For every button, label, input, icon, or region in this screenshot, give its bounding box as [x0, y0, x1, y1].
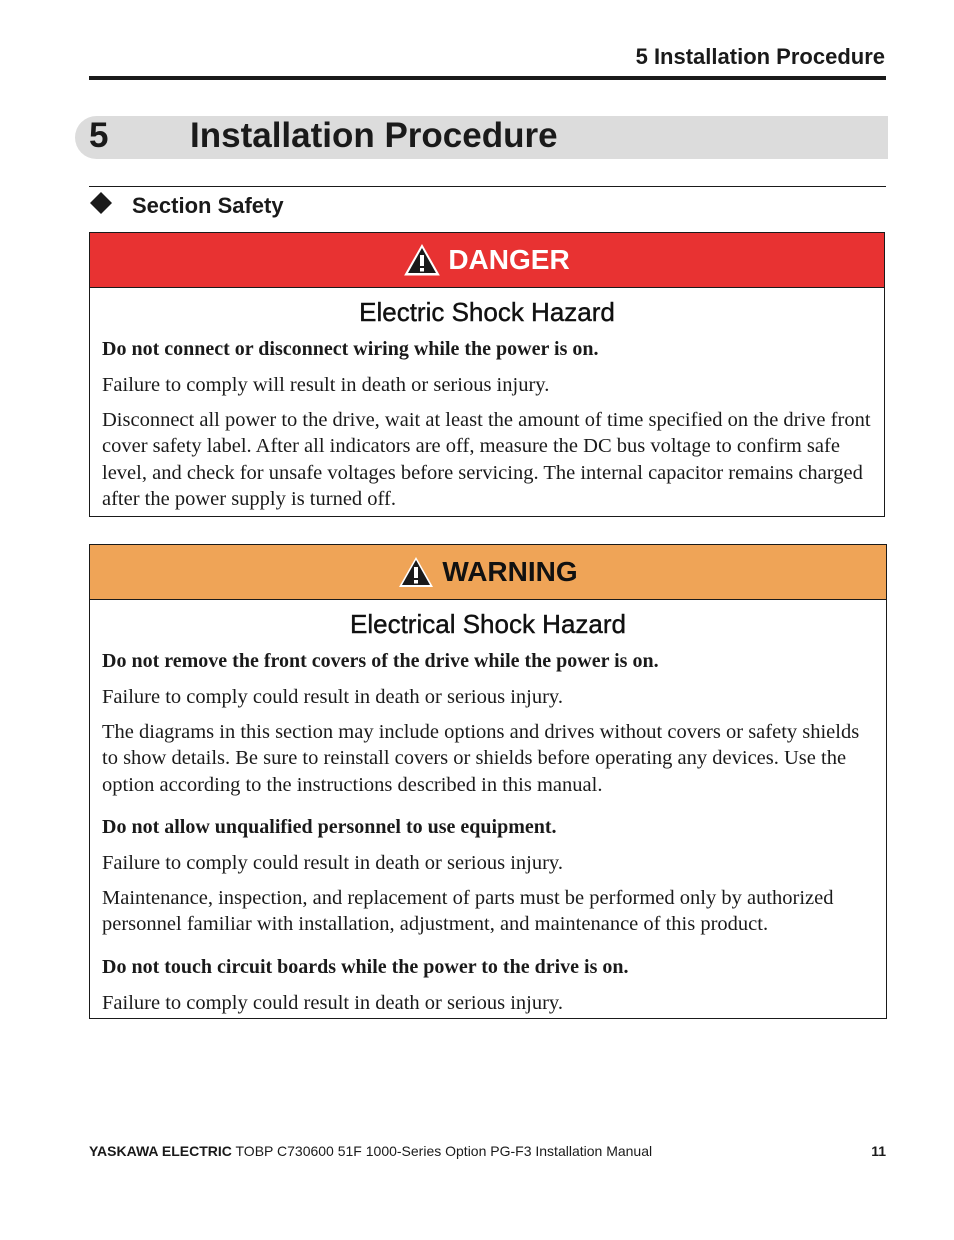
footer-doc-title: TOBP C730600 51F 1000-Series Option PG-F3 Installation Manual — [231, 1143, 653, 1159]
header-rule — [89, 76, 886, 80]
warning-rule: Do not touch circuit boards while the power to the drive is on. — [102, 955, 629, 978]
footer-brand: YASKAWA ELECTRIC — [89, 1143, 232, 1159]
warning-triangle-icon — [398, 556, 434, 588]
danger-label: DANGER — [448, 244, 570, 275]
warning-detail: Maintenance, inspection, and replacement of parts must be performed only by authorized personnel familiar with installation, adjustment, and maintenance of this product. — [102, 886, 834, 935]
warning-header — [90, 545, 886, 600]
warning-consequence: Failure to comply could result in death or serious injury. — [102, 991, 563, 1014]
section-rule — [89, 186, 886, 187]
section-title: Section Safety — [132, 193, 284, 218]
warning-triangle-icon — [404, 244, 440, 276]
page-number: 11 — [871, 1143, 886, 1159]
danger-box — [89, 232, 885, 517]
danger-detail: Disconnect all power to the drive, wait at least the amount of time specified on the drive front cover safety label. After all indicators are off, measure the DC bus voltage to confirm safe level, and check for unsafe voltages before servicing. The internal capacitor remains charged after the power supply is turned off. — [102, 408, 871, 510]
warning-label: WARNING — [442, 556, 578, 587]
warning-consequence: Failure to comply could result in death or serious injury. — [102, 852, 563, 874]
footer-citation — [89, 1143, 652, 1159]
warning-box — [89, 544, 887, 1019]
diamond-icon — [89, 191, 113, 215]
warning-detail: The diagrams in this section may include options and drives without covers or safety shields to show details. Be sure to reinstall covers or shields before operating any devices. Use the option according to the instructions described in this manual. — [102, 720, 860, 796]
chapter-number: 5 — [89, 116, 109, 155]
running-head: 5 Installation Procedure — [635, 44, 885, 69]
warning-rule: Do not allow unqualified personnel to use equipment. — [102, 816, 557, 838]
danger-header — [90, 233, 884, 288]
chapter-title: Installation Procedure — [190, 116, 558, 155]
danger-hazard-title: Electric Shock Hazard — [359, 297, 615, 327]
warning-hazard-title: Electrical Shock Hazard — [350, 609, 626, 639]
danger-rule: Do not connect or disconnect wiring while the power is on. — [102, 338, 599, 360]
danger-consequence: Failure to comply will result in death or serious injury. — [102, 374, 550, 396]
warning-consequence: Failure to comply could result in death or serious injury. — [102, 686, 563, 708]
page-footer — [89, 1143, 886, 1159]
warning-rule: Do not remove the front covers of the drive while the power is on. — [102, 650, 659, 672]
